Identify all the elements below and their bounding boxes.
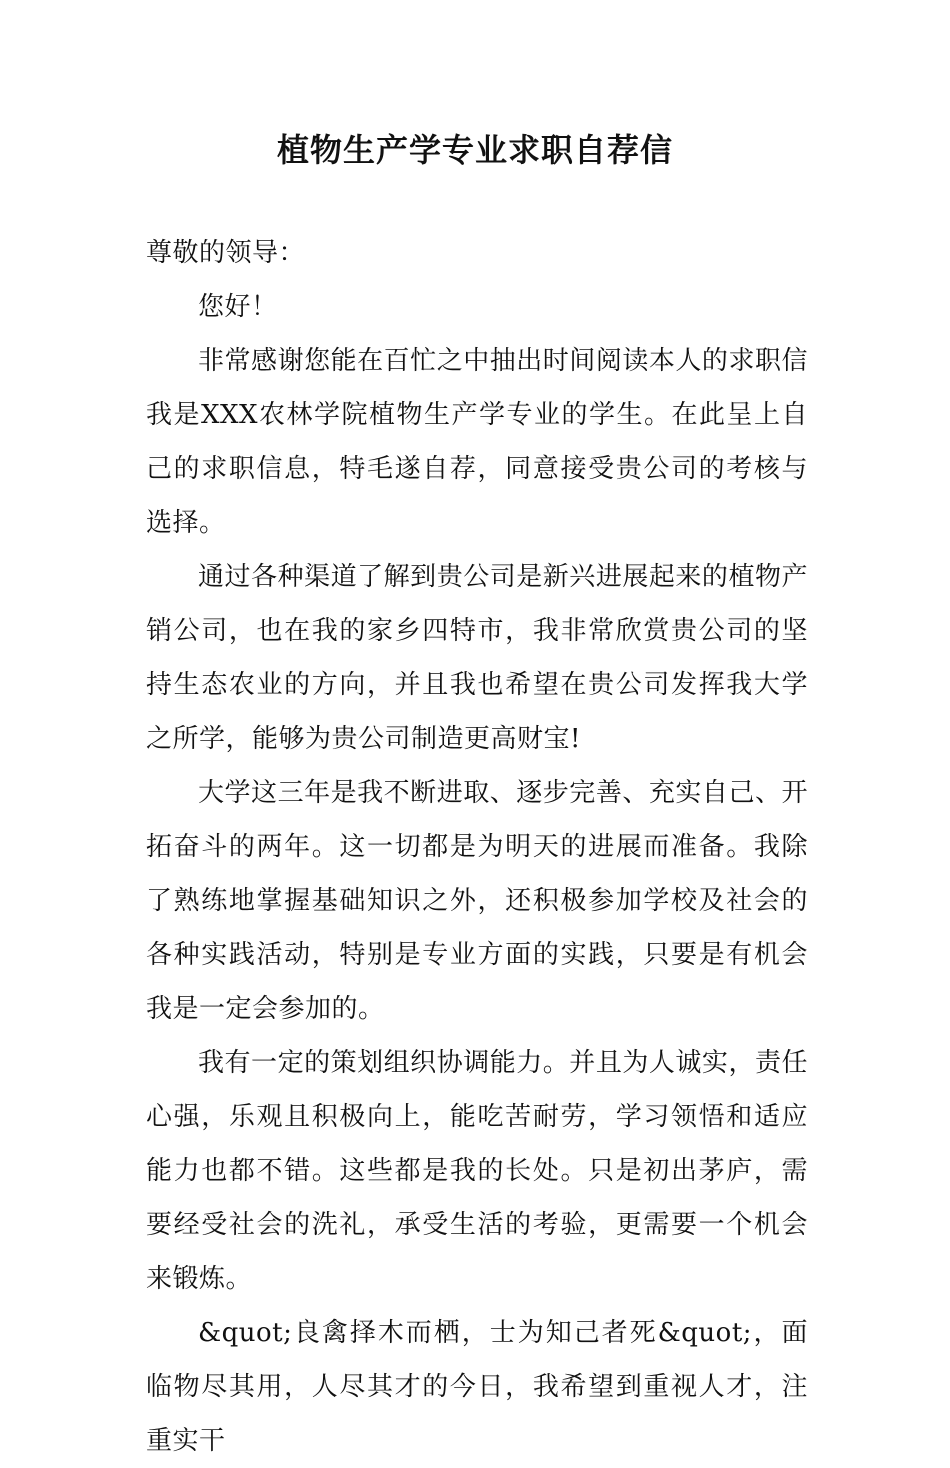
paragraph-university: 大学这三年是我不断进取、逐步完善、充实自己、开拓奋斗的两年。这一切都是为明天的进展而准备。我除了熟练地掌握基础知识之外，还积极参加学校及社会的各种实践活动，特别是专业方面的实践，只要是有机会我是一定会参加的。 — [146, 778, 808, 1024]
letter-body — [146, 226, 808, 1468]
salutation: 尊敬的领导： — [146, 238, 306, 268]
paragraph-intro: 非常感谢您能在百忙之中抽出时间阅读本人的求职信我是XXX农林学院植物生产学专业的学生。在此呈上自己的求职信息，特毛遂自荐，同意接受贵公司的考核与选择。 — [146, 346, 808, 538]
paragraph-company: 通过各种渠道了解到贵公司是新兴进展起来的植物产销公司，也在我的家乡四特市，我非常欣赏贵公司的坚持生态农业的方向，并且我也希望在贵公司发挥我大学之所学，能够为贵公司制造更高财宝! — [146, 562, 808, 754]
paragraph-abilities: 我有一定的策划组织协调能力。并且为人诚实，责任心强，乐观且积极向上，能吃苦耐劳，学习领悟和适应能力也都不错。这些都是我的长处。只是初出茅庐，需要经受社会的洗礼，承受生活的考验，更需要一个机会来锻炼。 — [146, 1048, 808, 1294]
greeting: 您好！ — [198, 292, 278, 322]
document-title: 植物生产学专业求职自荐信 — [276, 131, 673, 169]
paragraph-closing: &quot;良禽择木而栖，士为知己者死&quot;，面临物尽其用，人尽其才的今日，我希望到重视人才，注重实干 — [146, 1318, 808, 1456]
